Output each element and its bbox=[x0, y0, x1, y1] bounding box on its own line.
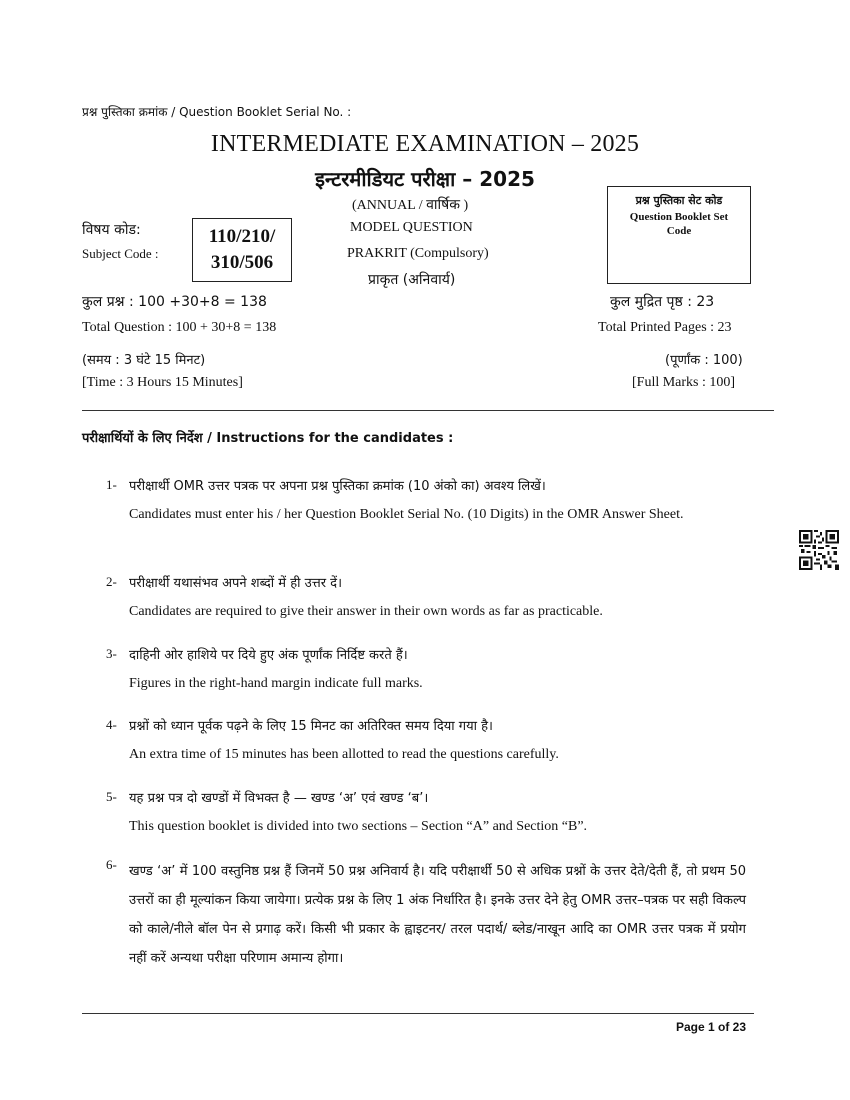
instruction-text-english: This question booklet is divided into two sections – Section “A” and Section “B”. bbox=[129, 819, 588, 834]
full-marks-english: [Full Marks : 100] bbox=[632, 375, 736, 390]
subject-code-label-english: Subject Code : bbox=[82, 246, 159, 261]
printed-pages-english: Total Printed Pages : 23 bbox=[598, 320, 732, 335]
set-code-label-english: Question Booklet Set Code bbox=[629, 211, 729, 237]
header-divider bbox=[82, 410, 774, 411]
exam-title-hindi: इन्टरमीडियट परीक्षा – 2025 bbox=[315, 167, 535, 191]
subject-code-line-1: 110/210/ bbox=[208, 226, 276, 247]
model-question-label: MODEL QUESTION bbox=[350, 220, 473, 235]
instruction-number: 3- bbox=[106, 646, 117, 661]
total-question-english: Total Question : 100 + 30+8 = 138 bbox=[82, 320, 277, 335]
instruction-number: 6- bbox=[106, 857, 117, 872]
instruction-text-hindi: दाहिनी ओर हाशिये पर दिये हुए अंक पूर्णांक निर्दिष्ट करते हैं। bbox=[129, 648, 408, 663]
time-english: [Time : 3 Hours 15 Minutes] bbox=[82, 375, 243, 390]
subject-code-label-hindi: विषय कोड: bbox=[82, 222, 141, 238]
time-hindi: (समय : 3 घंटे 15 मिनट) bbox=[82, 353, 206, 368]
full-marks-hindi: (पूर्णांक : 100) bbox=[665, 353, 743, 368]
instruction-number: 1- bbox=[106, 477, 117, 492]
qr-code-icon bbox=[799, 530, 839, 570]
instruction-number: 2- bbox=[106, 574, 117, 589]
subject-code-box bbox=[192, 218, 292, 282]
set-code-label-hindi: प्रश्न पुस्तिका सेट कोड bbox=[635, 194, 723, 207]
serial-number-label: प्रश्न पुस्तिका क्रमांक / Question Booklet Serial No. : bbox=[82, 105, 352, 119]
instruction-text-english: Candidates must enter his / her Question Booklet Serial No. (10 Digits) in the OMR Answer Sheet. bbox=[129, 507, 684, 522]
instruction-text-hindi: परीक्षार्थी OMR उत्तर पत्रक पर अपना प्रश्न पुस्तिका क्रमांक (10 अंको का) अवश्य लिखें। bbox=[129, 479, 546, 494]
instruction-text-hindi: खण्ड ‘अ’ में 100 वस्तुनिष्ठ प्रश्न हैं जिनमें 50 प्रश्न अनिवार्य है। यदि परीक्षार्थी 50 से अधिक प्रश्नों के उत्तर देते/देती हैं, तो प्रथम 50 उत्तरों का ही मूल्यांकन किया जायेगा। प्रत्येक प्रश्न के लिए 1 अंक निर्धारित है। इनके उत्तर देने हेतु OMR उत्तर–पत्रक पर सही विकल्प को काले/नीले बॉल पेन से प्रगाढ़ करें। किसी भी प्रकार के ह्वाइटनर/ तरल पदार्थ/ ब्लेड/नाखून आदि का OMR उत्तर पत्रक में प्रयोग नहीं करें अन्यथा परीक्षा परिणाम अमान्य होगा। bbox=[129, 864, 746, 966]
instruction-text-hindi: यह प्रश्न पत्र दो खण्डों में विभक्त है — खण्ड ‘अ’ एवं खण्ड ‘ब’। bbox=[129, 791, 429, 806]
instruction-text-english: An extra time of 15 minutes has been allotted to read the questions carefully. bbox=[129, 747, 559, 762]
exam-type-annual: (ANNUAL / वार्षिक ) bbox=[352, 198, 469, 213]
instruction-number: 5- bbox=[106, 789, 117, 804]
printed-pages-hindi: कुल मुद्रित पृष्ठ : 23 bbox=[610, 294, 715, 310]
subject-code-line-2: 310/506 bbox=[210, 252, 274, 273]
instruction-text-hindi: परीक्षार्थी यथासंभव अपने शब्दों में ही उत्तर दें। bbox=[129, 576, 342, 591]
instructions-heading: परीक्षार्थियों के लिए निर्देश / Instructions for the candidates : bbox=[82, 431, 454, 446]
exam-title-english: INTERMEDIATE EXAMINATION – 2025 bbox=[210, 131, 640, 157]
instruction-text-hindi: प्रश्नों को ध्यान पूर्वक पढ़ने के लिए 15 मिनट का अतिरिक्त समय दिया गया है। bbox=[129, 719, 493, 734]
subject-name-english: PRAKRIT (Compulsory) bbox=[347, 246, 489, 261]
page-number: Page 1 of 23 bbox=[676, 1020, 747, 1034]
instruction-number: 4- bbox=[106, 717, 117, 732]
footer-divider bbox=[82, 1013, 754, 1014]
booklet-set-code-box[interactable] bbox=[607, 186, 751, 284]
total-question-hindi: कुल प्रश्न : 100 +30+8 = 138 bbox=[82, 294, 267, 310]
instruction-text-english: Candidates are required to give their answer in their own words as far as practicable. bbox=[129, 604, 603, 619]
instruction-text-english: Figures in the right-hand margin indicate full marks. bbox=[129, 676, 423, 691]
subject-name-hindi: प्राकृत (अनिवार्य) bbox=[368, 272, 456, 288]
